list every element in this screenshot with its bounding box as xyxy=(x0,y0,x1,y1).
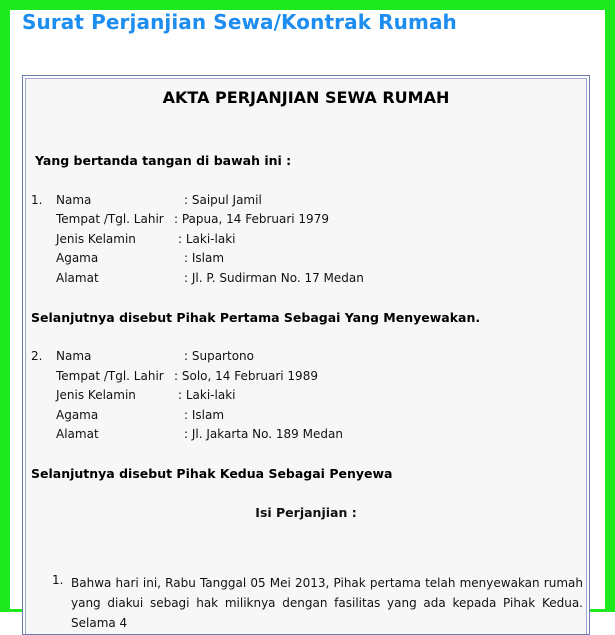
party-2-number: 2. xyxy=(31,349,43,363)
field-value: : Jl. P. Sudirman No. 17 Medan xyxy=(184,271,364,285)
field-value: : Solo, 14 Februari 1989 xyxy=(174,369,318,383)
clause-text: Bahwa hari ini, Rabu Tanggal 05 Mei 2013, Pihak pertama telah menyewakan rumah yang diakui sebagi hak miliknya dengan fasilitas yang ada kepada Pihak Kedua. Selama 4 xyxy=(71,576,583,630)
field-label: Nama xyxy=(56,349,92,363)
field-label: Tempat /Tgl. Lahir xyxy=(56,369,164,383)
field-label: Jenis Kelamin xyxy=(56,388,136,402)
field-value: : Supartono xyxy=(184,349,254,363)
field-value: : Islam xyxy=(184,408,225,422)
field-value: : Laki-laki xyxy=(178,232,236,246)
isi-perjanjian-heading: Isi Perjanjian : xyxy=(255,505,357,520)
page-title: Surat Perjanjian Sewa/Kontrak Rumah xyxy=(22,10,457,34)
intro-line: Yang bertanda tangan di bawah ini : xyxy=(35,153,292,168)
party-1-role: Selanjutnya disebut Pihak Pertama Sebagai Yang Menyewakan. xyxy=(31,310,481,325)
field-label: Alamat xyxy=(56,271,99,285)
field-value: : Papua, 14 Februari 1979 xyxy=(174,212,329,226)
field-label: Alamat xyxy=(56,427,99,441)
document-panel xyxy=(25,78,587,634)
field-label: Jenis Kelamin xyxy=(56,232,136,246)
field-label: Nama xyxy=(56,193,92,207)
field-value: : Saipul Jamil xyxy=(184,193,262,207)
field-label: Agama xyxy=(56,408,99,422)
field-value: : Jl. Jakarta No. 189 Medan xyxy=(184,427,343,441)
document-title: AKTA PERJANJIAN SEWA RUMAH xyxy=(162,88,450,107)
field-value: : Islam xyxy=(184,251,225,265)
field-label: Agama xyxy=(56,251,99,265)
field-label: Tempat /Tgl. Lahir xyxy=(56,212,164,226)
document-box xyxy=(22,75,590,635)
party-1-number: 1. xyxy=(31,193,43,207)
party-2-role: Selanjutnya disebut Pihak Kedua Sebagai Penyewa xyxy=(31,466,393,481)
field-value: : Laki-laki xyxy=(178,388,236,402)
clause-number: 1. xyxy=(52,573,64,587)
